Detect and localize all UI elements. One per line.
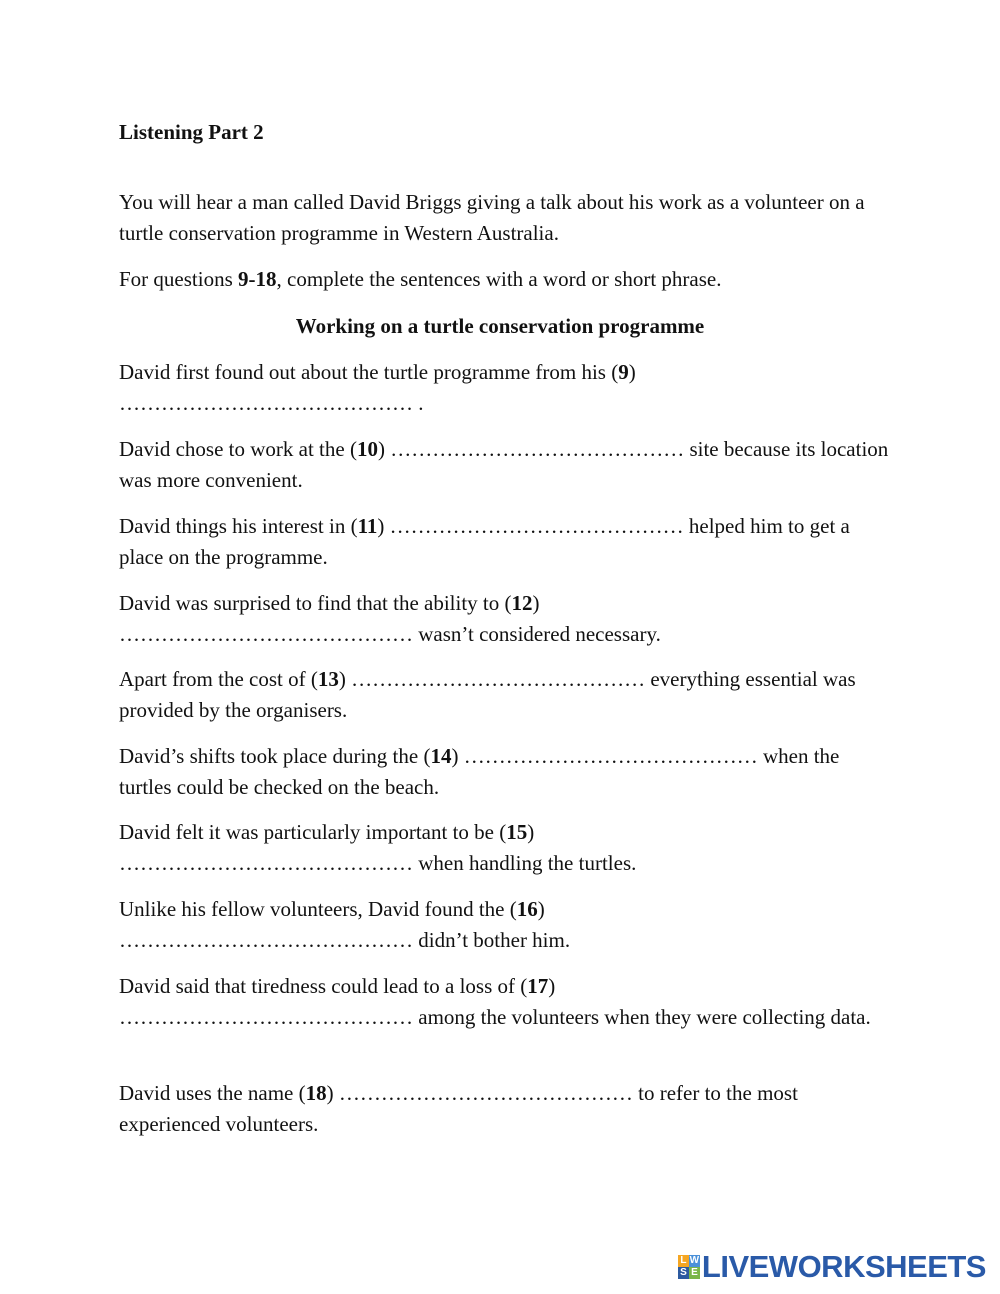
question-text-tail: wasn’t considered necessary.: [413, 622, 661, 646]
instructions-paragraph: [119, 264, 889, 295]
question-text-before: David was surprised to find that the ability to (: [119, 591, 512, 615]
question-text-after: ): [532, 591, 540, 615]
question-text-before: David’s shifts took place during the (: [119, 744, 431, 768]
instructions-after: , complete the sentences with a word or short phrase.: [276, 267, 722, 291]
question-number: 17: [527, 974, 549, 998]
answer-gap-16[interactable]: ……………………………………: [119, 928, 413, 952]
answer-gap-14[interactable]: ……………………………………: [463, 744, 758, 768]
answer-gap-12[interactable]: ……………………………………: [119, 622, 413, 646]
intro-paragraph: You will hear a man called David Briggs giving a talk about his work as a volunteer on a turtle conservation programme in Western Australia.: [119, 190, 865, 245]
answer-gap-9[interactable]: ……………………………………: [119, 391, 413, 415]
question-text-before: David said that tiredness could lead to a loss of (: [119, 974, 528, 998]
question-17: [119, 971, 889, 1033]
question-text-after: ): [527, 820, 535, 844]
question-14: [119, 741, 889, 803]
question-text-before: Unlike his fellow volunteers, David found the (: [119, 897, 517, 921]
question-16: [119, 894, 889, 956]
logo-mark-icon: [678, 1255, 700, 1279]
logo-mark-letter: S: [678, 1267, 689, 1279]
question-text-before: David uses the name (: [119, 1081, 306, 1105]
question-text-before: David chose to work at the (: [119, 437, 357, 461]
question-12: [119, 588, 889, 650]
question-text-tail: among the volunteers when they were collecting data.: [413, 1005, 871, 1029]
section-title: Working on a turtle conservation programme: [295, 314, 705, 338]
question-15: [119, 817, 889, 879]
question-number: 11: [357, 514, 378, 538]
instructions-before: For questions: [119, 267, 239, 291]
question-text-before: David felt it was particularly important to be (: [119, 820, 507, 844]
question-text-before: David things his interest in (: [119, 514, 358, 538]
question-number: 16: [516, 897, 538, 921]
question-text-after: ): [537, 897, 545, 921]
question-text-tail: to refer to the most experienced volunteers.: [119, 1081, 798, 1136]
question-10: [119, 434, 889, 496]
question-text-tail: when the turtles could be checked on the beach.: [119, 744, 840, 799]
question-11: [119, 511, 889, 573]
question-text-tail: everything essential was provided by the organisers.: [119, 667, 856, 722]
logo-mark-letter: L: [678, 1255, 689, 1267]
question-text-tail: when handling the turtles.: [413, 851, 637, 875]
answer-gap-15[interactable]: ……………………………………: [119, 851, 413, 875]
question-number: 12: [511, 591, 533, 615]
question-13: [119, 664, 889, 726]
question-18: [119, 1078, 889, 1140]
question-number: 15: [506, 820, 528, 844]
liveworksheets-logo: [678, 1249, 986, 1284]
question-text-after: ): [377, 437, 391, 461]
question-number: 14: [430, 744, 452, 768]
question-text-after: ): [377, 514, 390, 538]
answer-gap-11[interactable]: ……………………………………: [389, 514, 684, 538]
question-text-after: ): [326, 1081, 339, 1105]
question-number: 10: [356, 437, 378, 461]
question-text-before: David first found out about the turtle programme from his (: [119, 360, 619, 384]
question-text-tail: didn’t bother him.: [413, 928, 571, 952]
answer-gap-17[interactable]: ……………………………………: [119, 1005, 413, 1029]
question-number: 9: [618, 360, 629, 384]
answer-gap-18[interactable]: ……………………………………: [338, 1081, 633, 1105]
answer-gap-10[interactable]: ……………………………………: [390, 437, 685, 461]
question-9: [119, 357, 889, 419]
instructions-range: 9-18: [238, 267, 277, 291]
question-text-before: Apart from the cost of (: [119, 667, 318, 691]
question-text-after: ): [548, 974, 556, 998]
question-text-tail: site because its location was more convenient.: [119, 437, 889, 492]
page-heading: Listening Part 2: [119, 120, 264, 144]
question-text-after: ): [628, 360, 636, 384]
question-text-after: ): [451, 744, 464, 768]
question-text-tail: .: [413, 391, 424, 415]
question-number: 18: [305, 1081, 327, 1105]
question-text-tail: helped him to get a place on the programme.: [119, 514, 850, 569]
question-number: 13: [317, 667, 339, 691]
logo-mark-letter: W: [689, 1255, 700, 1266]
question-text-after: ): [338, 667, 352, 691]
answer-gap-13[interactable]: ……………………………………: [351, 667, 646, 691]
logo-text: LIVEWORKSHEETS: [701, 1249, 986, 1284]
logo-mark-letter: E: [689, 1267, 700, 1279]
